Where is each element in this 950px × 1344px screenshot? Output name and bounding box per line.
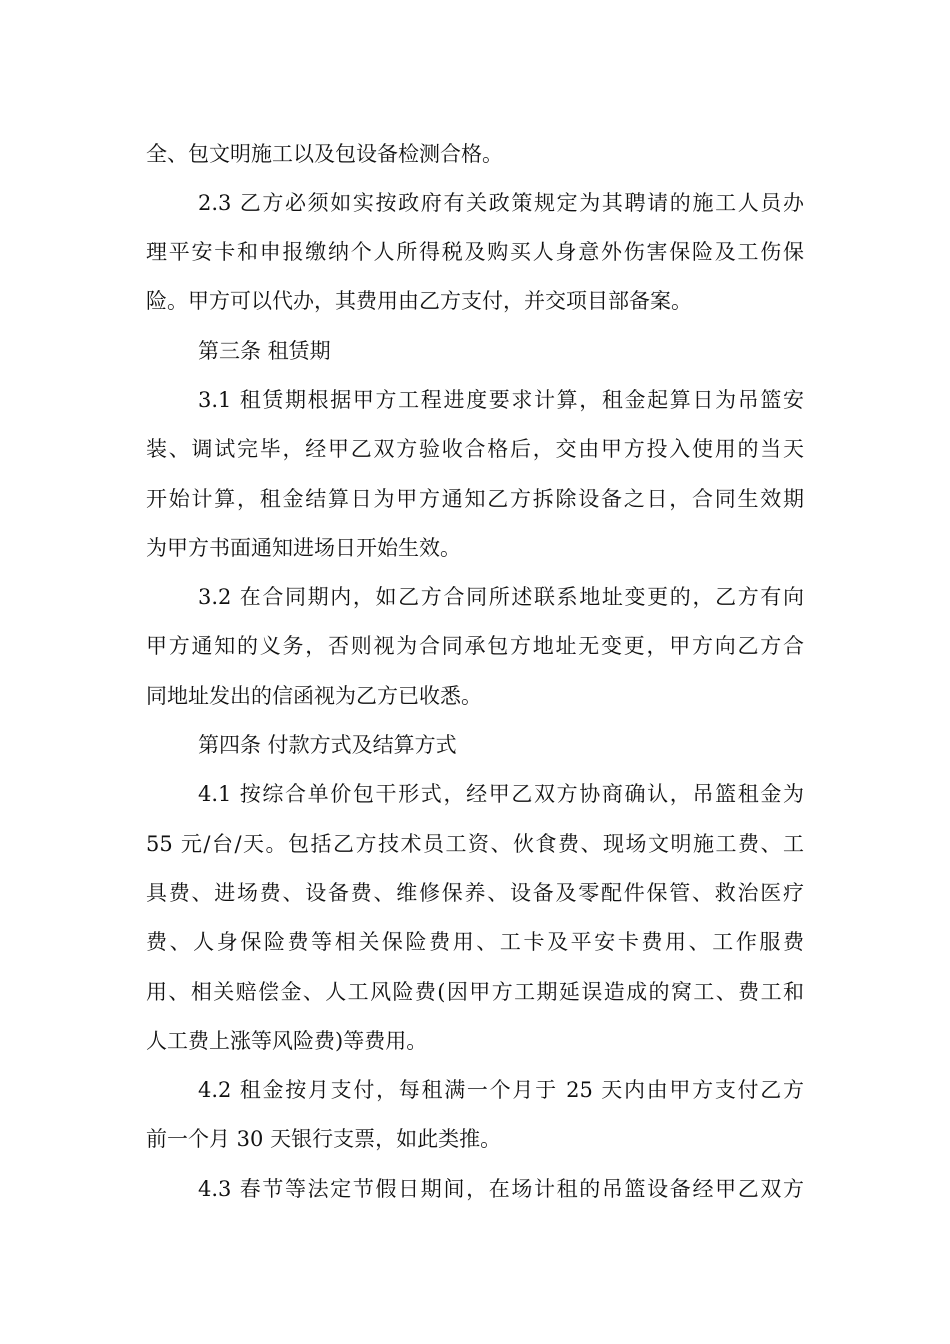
text-line: 同地址发出的信函视为乙方已收悉。 [146,684,482,708]
article-3-heading: 第三条 租赁期 [198,339,331,363]
text-line: 费、人身保险费等相关保险费用、工卡及平安卡费用、工作服费 [146,930,804,954]
text-line: 险。甲方可以代办，其费用由乙方支付，并交项目部备案。 [146,289,692,313]
text-line: 装、调试完毕，经甲乙双方验收合格后，交由甲方投入使用的当天 [146,437,804,461]
text-line: 甲方通知的义务，否则视为合同承包方地址无变更，甲方向乙方合 [146,634,804,658]
clause-4-2-line: 4.2 租金按月支付，每租满一个月于 25 天内由甲方支付乙方 [198,1078,804,1102]
text-line: 具费、进场费、设备费、维修保养、设备及零配件保管、救治医疗 [146,881,804,905]
text-line: 理平安卡和申报缴纳个人所得税及购买人身意外伤害保险及工伤保 [146,240,804,264]
clause-3-2-line: 3.2 在合同期内，如乙方合同所述联系地址变更的，乙方有向 [198,585,804,609]
article-4-heading: 第四条 付款方式及结算方式 [198,733,457,757]
text-line: 开始计算，租金结算日为甲方通知乙方拆除设备之日，合同生效期 [146,487,804,511]
clause-2-3-line: 2.3 乙方必须如实按政府有关政策规定为其聘请的施工人员办 [198,191,804,215]
text-line: 全、包文明施工以及包设备检测合格。 [146,142,503,166]
text-line: 55 元/台/天。包括乙方技术员工资、伙食费、现场文明施工费、工 [146,832,804,856]
clause-4-1-line: 4.1 按综合单价包干形式，经甲乙双方协商确认，吊篮租金为 [198,782,804,806]
text-line: 为甲方书面通知进场日开始生效。 [146,536,461,560]
clause-3-1-line: 3.1 租赁期根据甲方工程进度要求计算，租金起算日为吊篮安 [198,388,804,412]
text-line: 用、相关赔偿金、人工风险费(因甲方工期延误造成的窝工、费工和 [146,980,804,1004]
clause-4-3-line: 4.3 春节等法定节假日期间，在场计租的吊篮设备经甲乙双方 [198,1177,804,1201]
text-line: 人工费上涨等风险费)等费用。 [146,1029,428,1053]
text-line: 前一个月 30 天银行支票，如此类推。 [146,1127,502,1151]
